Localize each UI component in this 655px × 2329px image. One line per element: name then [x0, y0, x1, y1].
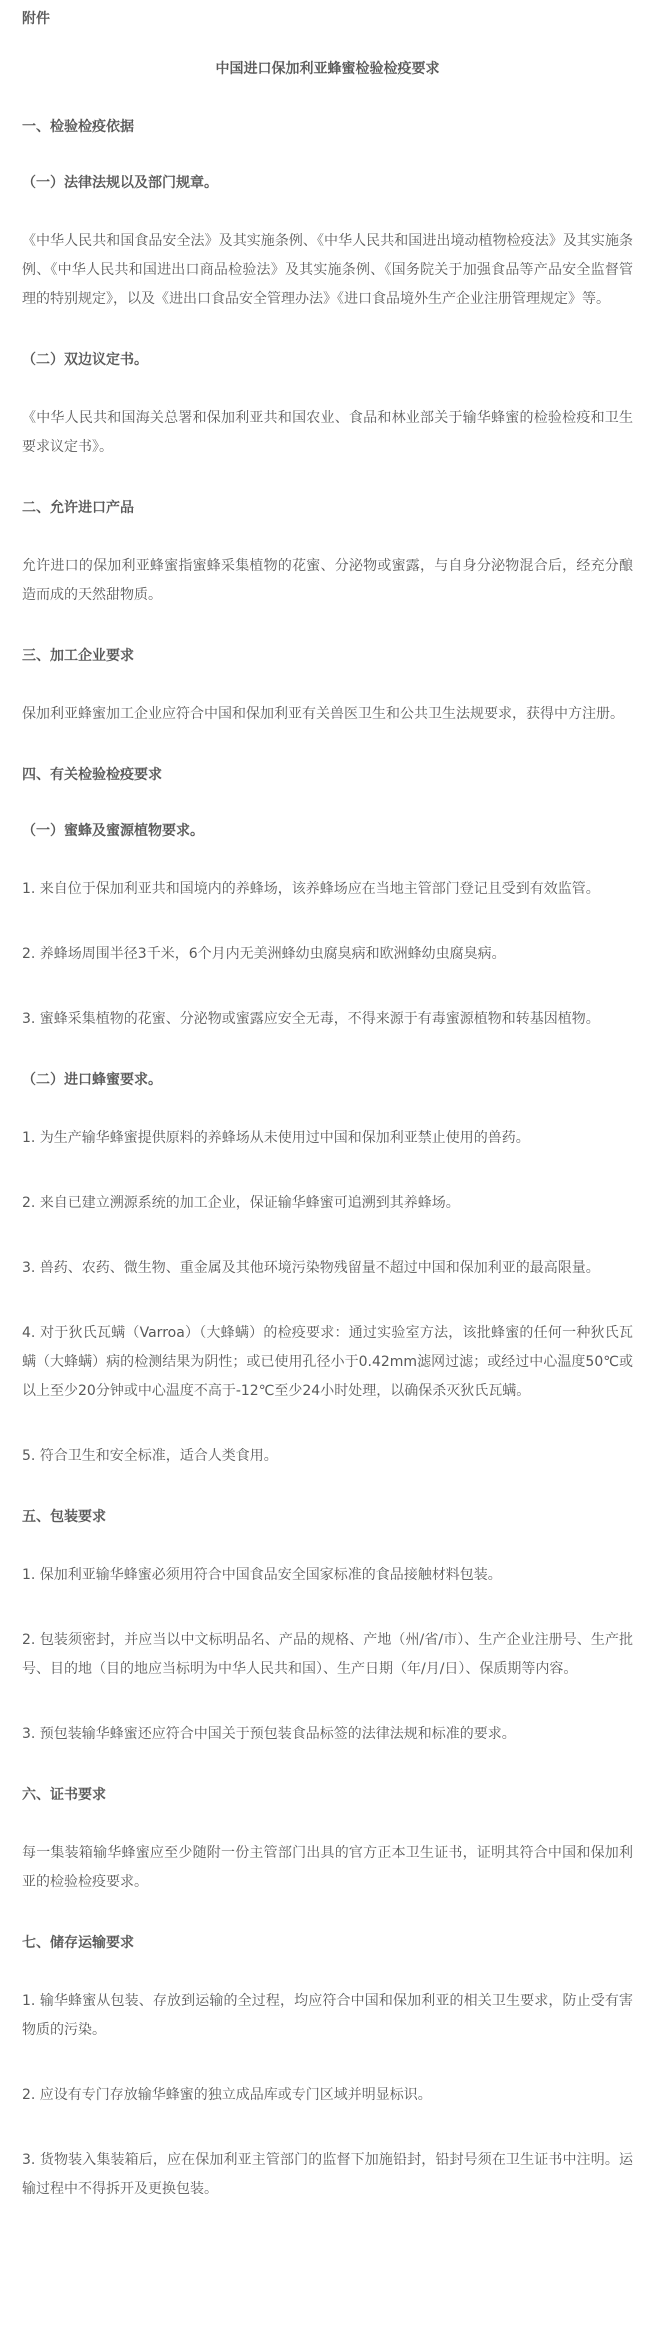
list-item: 2. 应设有专门存放输华蜂蜜的独立成品库或专门区域并明显标识。 [22, 2087, 432, 2103]
section-heading: 三、加工企业要求 [22, 648, 134, 664]
section-heading: 一、检验检疫依据 [22, 119, 134, 135]
list-item: 3. 蜜蜂采集植物的花蜜、分泌物或蜜露应安全无毒，不得来源于有毒蜜源植物和转基因植物。 [22, 1011, 600, 1027]
list-item: 5. 符合卫生和安全标准，适合人类食用。 [22, 1448, 278, 1464]
list-item: 1. 保加利亚输华蜂蜜必须用符合中国食品安全国家标准的食品接触材料包装。 [22, 1567, 502, 1583]
section-heading: 五、包装要求 [22, 1509, 106, 1525]
section-heading: 七、储存运输要求 [22, 1935, 134, 1951]
list-item: 3. 预包装输华蜂蜜还应符合中国关于预包装食品标签的法律法规和标准的要求。 [22, 1726, 516, 1742]
subsection-heading: （一）蜜蜂及蜜源植物要求。 [22, 823, 204, 839]
list-item: 1. 输华蜂蜜从包装、存放到运输的全过程，均应符合中国和保加利亚的相关卫生要求，防止受有害物质的污染。 [22, 1993, 633, 2038]
subsection-heading: （一）法律法规以及部门规章。 [22, 175, 218, 191]
list-item: 2. 包装须密封，并应当以中文标明品名、产品的规格、产地（州/省/市）、生产企业注册号、生产批号、目的地（目的地应当标明为中华人民共和国）、生产日期（年/月/日）、保质期等内容。 [22, 1632, 633, 1677]
list-item: 2. 来自已建立溯源系统的加工企业，保证输华蜂蜜可追溯到其养蜂场。 [22, 1195, 460, 1211]
paragraph: 每一集装箱输华蜂蜜应至少随附一份主管部门出具的官方正本卫生证书，证明其符合中国和保加利亚的检验检疫要求。 [22, 1845, 633, 1890]
list-item: 3. 兽药、农药、微生物、重金属及其他环境污染物残留量不超过中国和保加利亚的最高限量。 [22, 1260, 600, 1276]
paragraph: 保加利亚蜂蜜加工企业应符合中国和保加利亚有关兽医卫生和公共卫生法规要求，获得中方注册。 [22, 706, 624, 722]
subsection-heading: （二）进口蜂蜜要求。 [22, 1072, 162, 1088]
attachment-label: 附件 [22, 11, 50, 27]
list-item: 1. 来自位于保加利亚共和国境内的养蜂场，该养蜂场应在当地主管部门登记且受到有效监管。 [22, 881, 600, 897]
list-item: 3. 货物装入集装箱后，应在保加利亚主管部门的监督下加施铅封，铅封号须在卫生证书中注明。运输过程中不得拆开及更换包装。 [22, 2152, 633, 2197]
section-heading: 二、允许进口产品 [22, 500, 134, 516]
subsection-heading: （二）双边议定书。 [22, 352, 148, 368]
list-item: 1. 为生产输华蜂蜜提供原料的养蜂场从未使用过中国和保加利亚禁止使用的兽药。 [22, 1130, 530, 1146]
section-heading: 六、证书要求 [22, 1787, 106, 1803]
section-heading: 四、有关检验检疫要求 [22, 767, 162, 783]
list-item: 4. 对于狄氏瓦螨（Varroa）（大蜂螨）的检疫要求：通过实验室方法，该批蜂蜜的任何一种狄氏瓦螨（大蜂螨）病的检测结果为阴性；或已使用孔径小于0.42mm滤网过滤；或经过中心温度50℃或以上至少20分钟或中心温度不高于-12℃至少24小时处理，以确保杀灭狄氏瓦螨。 [22, 1325, 633, 1399]
paragraph: 允许进口的保加利亚蜂蜜指蜜蜂采集植物的花蜜、分泌物或蜜露，与自身分泌物混合后，经充分酿造而成的天然甜物质。 [22, 558, 633, 603]
page-title: 中国进口保加利亚蜂蜜检验检疫要求 [215, 61, 440, 77]
paragraph: 《中华人民共和国海关总署和保加利亚共和国农业、食品和林业部关于输华蜂蜜的检验检疫和卫生要求议定书》。 [22, 410, 633, 455]
paragraph: 《中华人民共和国食品安全法》及其实施条例、《中华人民共和国进出境动植物检疫法》及其实施条例、《中华人民共和国进出口商品检验法》及其实施条例、《国务院关于加强食品等产品安全监督管理的特别规定》，以及《进出口食品安全管理办法》《进口食品境外生产企业注册管理规定》等。 [22, 233, 633, 307]
list-item: 2. 养蜂场周围半径3千米，6个月内无美洲蜂幼虫腐臭病和欧洲蜂幼虫腐臭病。 [22, 946, 506, 962]
